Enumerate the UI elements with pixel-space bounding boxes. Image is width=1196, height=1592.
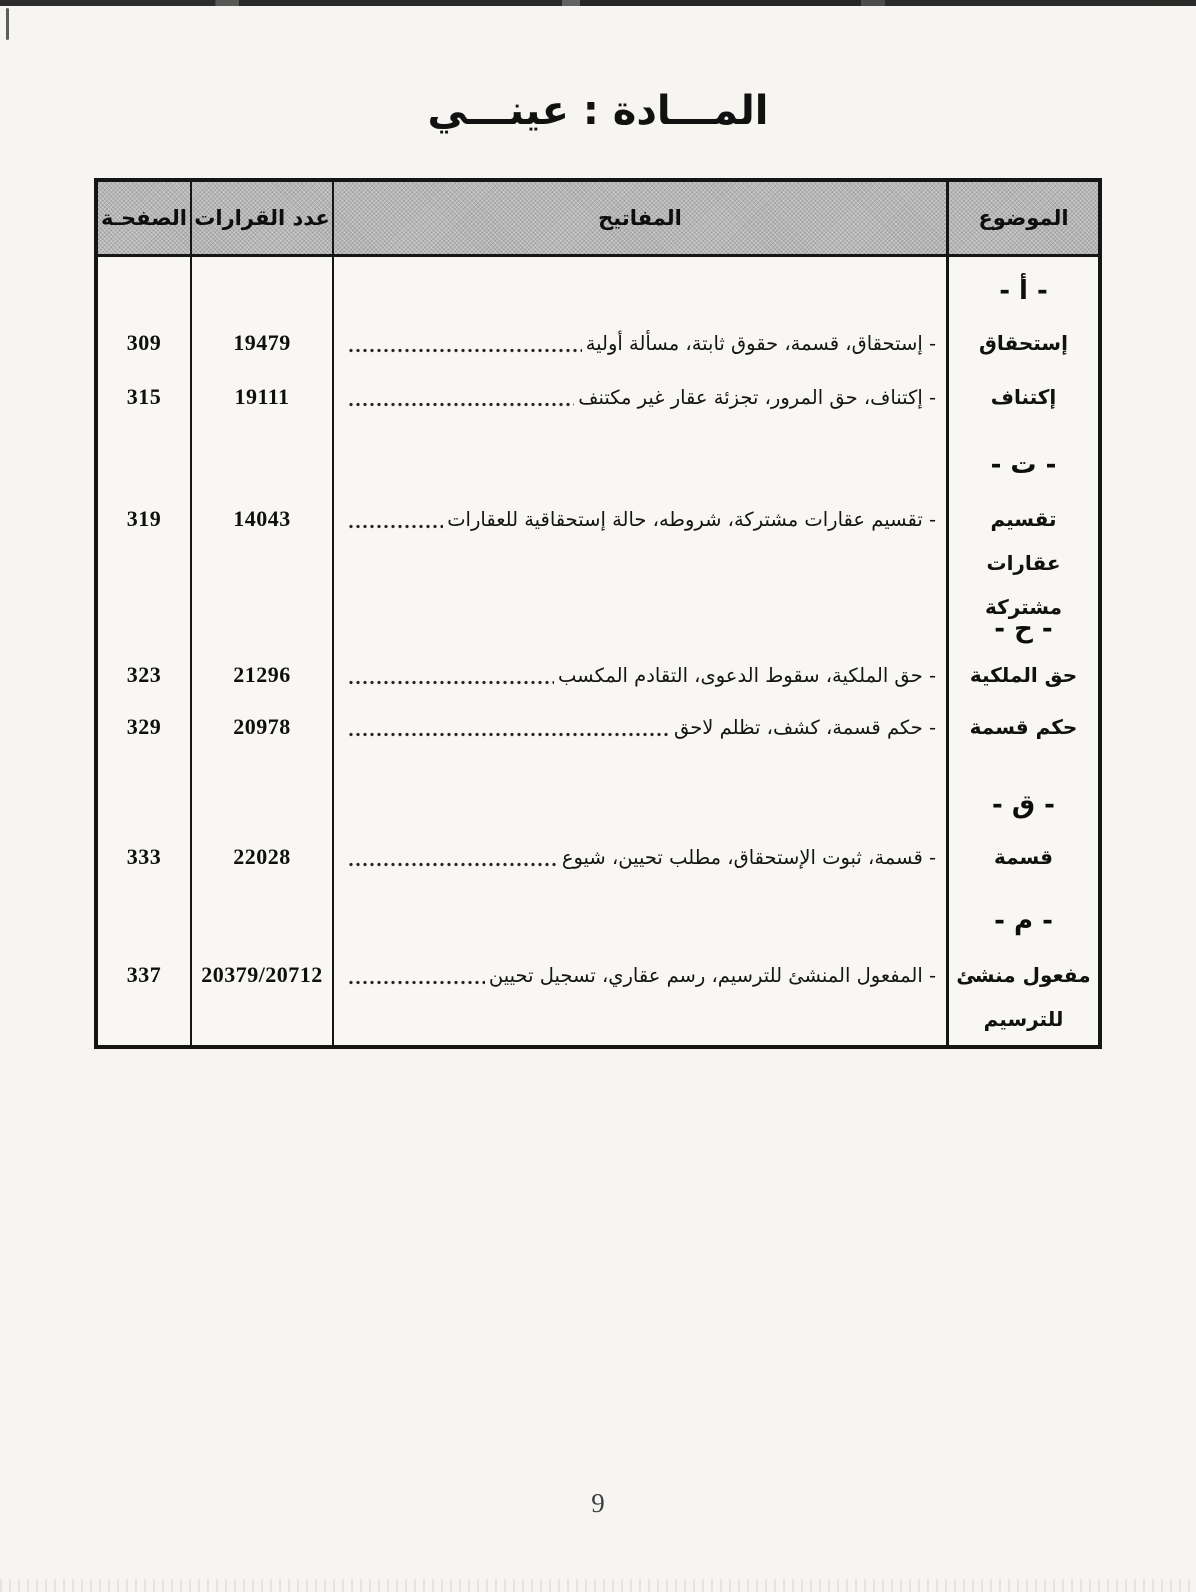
decisions-cell: 14043 [233,506,291,531]
index-table [94,178,1102,1049]
header-decisions: عدد القرارات [190,182,332,254]
keys-cell [334,835,946,879]
section-letter: - ح - [994,614,1053,644]
subject-cell: إكتناف [990,385,1057,409]
decisions-cell: 19479 [233,330,291,355]
subject-cell: إستحقاق [979,331,1068,355]
section-letter: - ت - [990,450,1057,480]
keys-cell [334,321,946,365]
keys-text: - حكم قسمة، كشف، تظلم لاحق [673,715,936,739]
header-subject: الموضوع [946,182,1098,254]
header-page: الصفحـة [101,206,187,230]
section-letter: - م - [994,906,1053,936]
dotted-leader [348,523,443,530]
scan-artifact-bottom [0,1579,1196,1592]
keys-cell [334,653,946,697]
dotted-leader [348,347,582,354]
column-page [98,257,190,1045]
page-cell: 323 [126,662,162,687]
section-letter: - أ - [999,276,1048,306]
column-keys [332,257,946,1045]
dotted-leader [348,401,574,408]
scan-artifact-left [6,8,9,40]
scan-artifact-top [0,0,1196,6]
table-header-row [98,182,1098,257]
keys-text: - المفعول المنشئ للترسيم، رسم عقاري، تسجيل تحيين [488,963,936,987]
page-cell: 319 [126,506,162,531]
keys-cell [334,705,946,749]
keys-cell [334,497,946,541]
keys-cell [334,953,946,997]
dotted-leader [348,679,554,686]
column-subject [946,257,1098,1045]
subject-cell: مفعول منشئ للترسيم [956,963,1091,1031]
keys-text: - إكتناف، حق المرور، تجزئة عقار غير مكتنف [578,385,936,409]
column-decisions [190,257,332,1045]
section-letter: - ق - [992,790,1055,820]
subject-cell: قسمة [994,845,1053,869]
page-number: 9 [591,1488,605,1518]
decisions-cell: 19111 [234,384,290,409]
keys-text: - إستحقاق، قسمة، حقوق ثابتة، مسألة أولية [585,331,936,355]
dotted-leader [348,731,670,738]
keys-text: - تقسيم عقارات مشتركة، شروطه، حالة إستحقاقية للعقارات [447,507,936,531]
table-body [98,257,1098,1045]
keys-text: - حق الملكية، سقوط الدعوى، التقادم المكسب [558,663,936,687]
subject-cell: حكم قسمة [969,715,1078,739]
page-cell: 337 [126,962,162,987]
dotted-leader [348,979,485,986]
subject-cell: حق الملكية [969,663,1078,687]
decisions-cell: 22028 [233,844,291,869]
page-cell: 315 [126,384,162,409]
page-title: المـــادة : عينـــي [427,88,769,134]
keys-cell [334,375,946,419]
decisions-cell: 20379/20712 [201,962,323,987]
header-keys: المفاتيح [332,182,946,254]
dotted-leader [348,861,558,868]
page-cell: 309 [126,330,162,355]
subject-cell: تقسيم عقارات مشتركة [984,507,1063,619]
keys-text: - قسمة، ثبوت الإستحقاق، مطلب تحيين، شيوع [561,845,936,869]
decisions-cell: 20978 [233,714,291,739]
decisions-cell: 21296 [233,662,291,687]
page-cell: 333 [126,844,162,869]
page-cell: 329 [126,714,162,739]
